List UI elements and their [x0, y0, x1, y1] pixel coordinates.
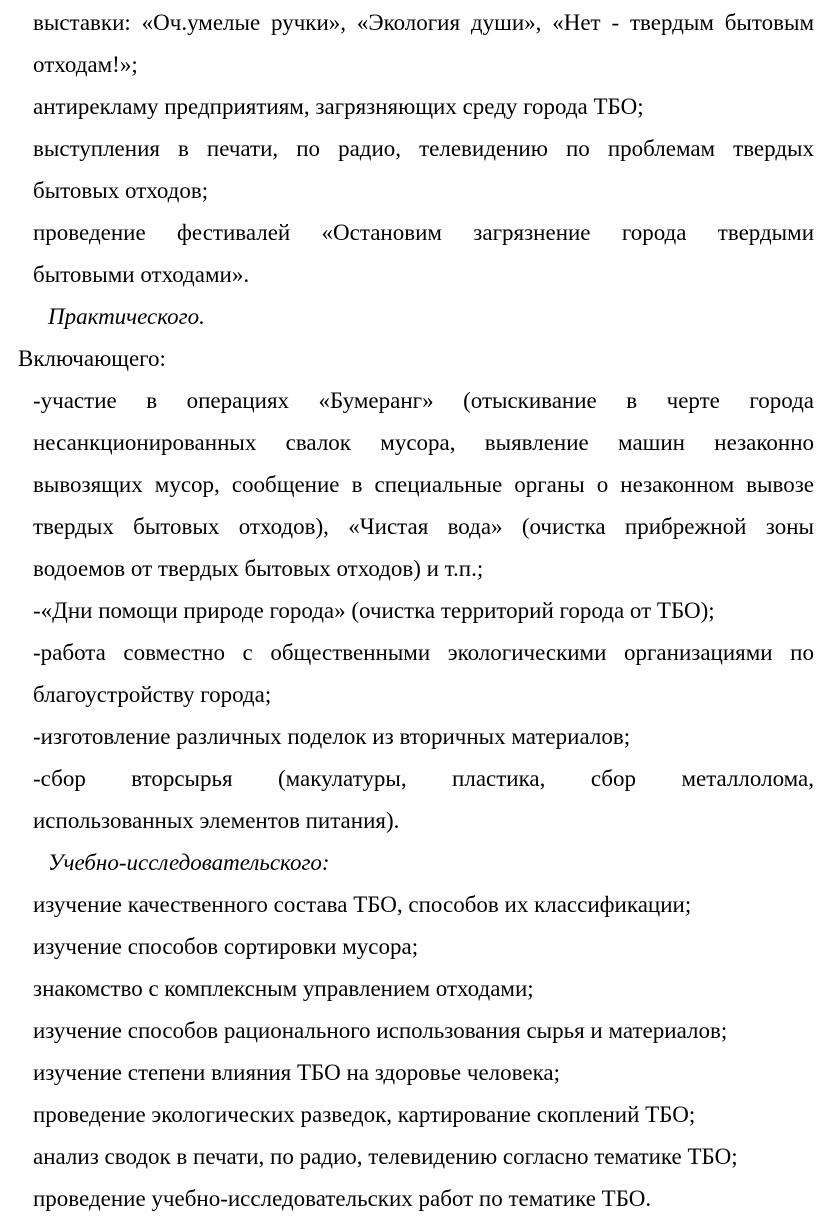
text-line: проведение фестивалей «Остановим загрязнение города твердыми [33, 220, 814, 245]
text-line: отходам!»; [33, 52, 138, 77]
text-line: изучение качественного состава ТБО, способов их классификации; [33, 892, 692, 917]
text-line: анализ сводок в печати, по радио, телевидению согласно тематике ТБО; [33, 1144, 738, 1169]
text-line: -«Дни помощи природе города» (очистка территорий города от ТБО); [33, 598, 715, 623]
text-line: Включающего: [18, 346, 166, 371]
text-line: бытовых отходов; [33, 178, 209, 203]
text-line: несанкционированных свалок мусора, выявление машин незаконно [33, 430, 814, 455]
text-line: бытовыми отходами». [33, 262, 250, 287]
text-line: -изготовление различных поделок из вторичных материалов; [33, 724, 631, 749]
text-line: -сбор вторсырья (макулатуры, пластика, сбор металлолома, [33, 766, 814, 791]
text-line: изучение способов сортировки мусора; [33, 934, 419, 959]
text-line: твердых бытовых отходов), «Чистая вода» (очистка прибрежной зоны [33, 514, 814, 539]
text-line: водоемов от твердых бытовых отходов) и т.п.; [33, 556, 484, 581]
text-line: выставки: «Оч.умелые ручки», «Экология души», «Нет - твердым бытовым [33, 10, 814, 35]
text-line: -работа совместно с общественными экологическими организациями по [33, 640, 814, 665]
text-line: проведение экологических разведок, картирование скоплений ТБО; [33, 1102, 696, 1127]
text-line: антирекламу предприятиям, загрязняющих среду города ТБО; [33, 94, 644, 119]
text-line: благоустройству города; [33, 682, 272, 707]
section-heading-practical: Практического. [48, 304, 205, 329]
section-heading-research: Учебно-исследовательского: [48, 850, 330, 875]
text-line: использованных элементов питания). [33, 808, 400, 833]
text-line: изучение степени влияния ТБО на здоровье человека; [33, 1060, 561, 1085]
text-line: выступления в печати, по радио, телевидению по проблемам твердых [33, 136, 814, 161]
text-line: проведение учебно-исследовательских работ по тематике ТБО. [33, 1186, 652, 1211]
text-line: вывозящих мусор, сообщение в специальные органы о незаконном вывозе [33, 472, 814, 497]
text-line: -участие в операциях «Бумеранг» (отыскивание в черте города [33, 388, 814, 413]
text-line: знакомство с комплексным управлением отходами; [33, 976, 534, 1001]
text-line: изучение способов рационального использования сырья и материалов; [33, 1018, 728, 1043]
